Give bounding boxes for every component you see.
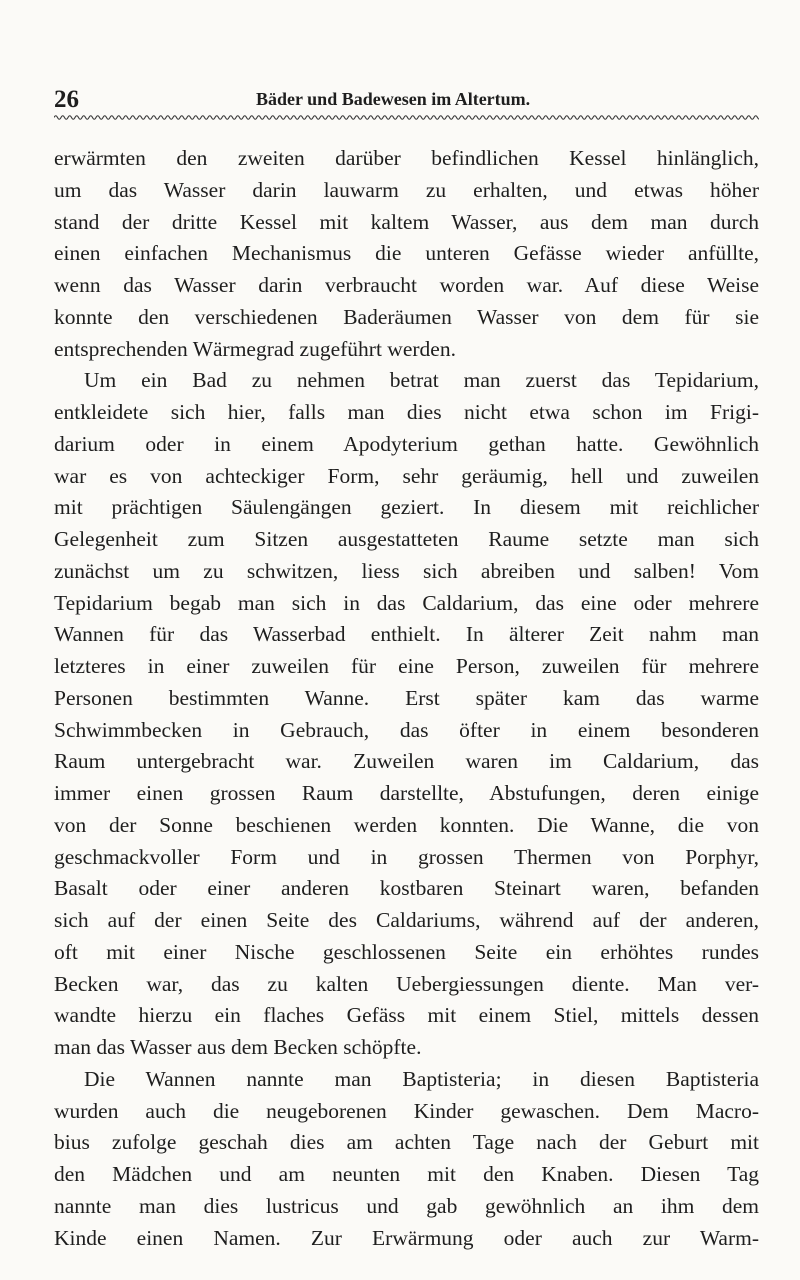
text-line: wandte hierzu ein flaches Gefäss mit einem Stiel, mittels dessen [54,1003,759,1028]
text-line: darium oder in einem Apodyterium gethan hatte. Gewöhnlich [54,431,759,456]
text-line: Tepidarium begab man sich in das Caldarium, das eine oder mehrere [54,590,759,615]
body-text [54,143,759,1254]
text-line: wurden auch die neugeborenen Kinder gewaschen. Dem Macro- [54,1098,759,1123]
text-line: Becken war, das zu kalten Uebergiessungen diente. Man ver- [54,971,759,996]
text-line: konnte den verschiedenen Baderäumen Wasser von dem für sie [54,304,759,329]
text-line: um das Wasser darin lauwarm zu erhalten, und etwas höher [54,177,759,202]
text-line: sich auf der einen Seite des Caldariums, während auf der anderen, [54,908,759,932]
text-line: war es von achteckiger Form, sehr geräumig, hell und zuweilen [54,463,759,488]
text-line: Basalt oder einer anderen kostbaren Steinart waren, befanden [54,876,759,901]
text-line: erwärmten den zweiten darüber befindlichen Kessel hinlänglich, [54,146,759,170]
page-number: 26 [54,86,79,113]
wavy-rule-ornament [54,113,759,122]
text-line: wenn das Wasser darin verbraucht worden war. Auf diese Weise [54,273,759,297]
running-head [54,86,759,112]
text-line: den Mädchen und am neunten mit den Knaben. Diesen Tag [54,1162,759,1186]
text-line: entsprechenden Wärmegrad zugeführt werden. [54,336,456,361]
text-line: stand der dritte Kessel mit kaltem Wasser, aus dem man durch [54,209,759,234]
text-line: man das Wasser aus dem Becken schöpfte. [54,1035,422,1059]
running-title: Bäder und Badewesen im Altertum. [256,89,531,109]
text-line: Personen bestimmten Wanne. Erst später kam das warme [54,685,759,710]
text-line: oft mit einer Nische geschlossenen Seite ein erhöhtes rundes [54,939,759,964]
text-line: entkleidete sich hier, falls man dies nicht etwa schon im Frigi- [54,400,759,424]
text-line: Raum untergebracht war. Zuweilen waren im Caldarium, das [54,749,759,774]
text-line: von der Sonne beschienen werden konnten. Die Wanne, die von [54,812,759,837]
text-line: einen einfachen Mechanismus die unteren Gefässe wieder anfüllte, [54,241,759,266]
text-line: immer einen grossen Raum darstellte, Abstufungen, deren einige [54,781,759,805]
text-line: zunächst um zu schwitzen, liess sich abreiben und salben! Vom [54,558,759,583]
text-line: Gelegenheit zum Sitzen ausgestatteten Raume setzte man sich [54,527,759,551]
text-line: Schwimmbecken in Gebrauch, das öfter in einem besonderen [54,717,759,742]
text-line: Wannen für das Wasserbad enthielt. In älterer Zeit nahm man [54,622,759,647]
text-line: geschmackvoller Form und in grossen Thermen von Porphyr, [54,844,759,869]
text-line: Die Wannen nannte man Baptisteria; in diesen Baptisteria [84,1066,759,1091]
text-line: nannte man dies lustricus und gab gewöhnlich an ihm dem [54,1193,759,1218]
text-line: letzteres in einer zuweilen für eine Person, zuweilen für mehrere [54,654,759,678]
text-line: bius zufolge geschah dies am achten Tage nach der Geburt mit [54,1130,759,1155]
text-line: Um ein Bad zu nehmen betrat man zuerst das Tepidarium, [84,368,759,393]
text-line: mit prächtigen Säulengängen geziert. In diesem mit reichlicher [54,495,759,520]
text-line: Kinde einen Namen. Zur Erwärmung oder auch zur Warm- [54,1225,759,1250]
